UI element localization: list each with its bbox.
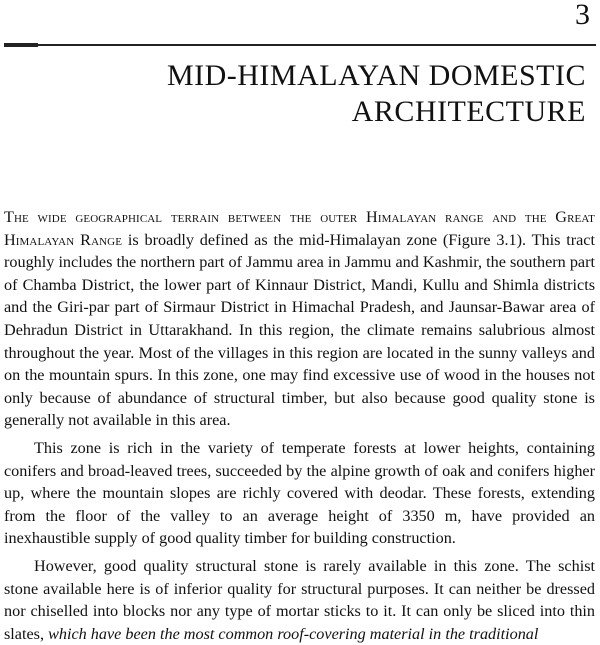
paragraph-2: This zone is rich in the variety of temperate forests at lower heights, containing conifers and broad-leaved trees, succeeded by the alpine growth of oak and conifers higher up, where the mountain slopes are richly covered with deodar. These forests, extending from the floor of the valley to an average height of 3350 m, have provided an inexhaustible supply of good quality timber for building construction. — [4, 438, 595, 548]
chapter-title — [106, 58, 586, 130]
paragraph-3-italic-text: which have been the most common roof-covering material in the traditional — [48, 624, 539, 643]
paragraph-1-lead-in: The wide geographical terrain between the outer Himalayan range and the Great Himalayan Range — [4, 208, 595, 249]
chapter-title-line-2: ARCHITECTURE — [351, 95, 586, 128]
chapter-rule — [4, 44, 596, 46]
paragraph-1-text: is broadly defined as the mid-Himalayan zone (Figure 3.1). This tract roughly includes the northern part of Jammu area in Jammu and Kashmir, the southern part of Chamba District, the lower part of Kinnaur District, Mandi, Kullu and Shimla districts and the Giri-par part of Sirmaur District in Himachal Pradesh, and Jaunsar-Bawar area of Dehradun District in Uttarakhand. In this region, the climate remains salubrious almost throughout the year. Most of the villages in this region are located in the sunny valleys and on the mountain spurs. In this zone, one may find excessive use of wood in the houses not only because of abundance of structural timber, but also because good quality stone is generally not available in this area. — [4, 230, 595, 430]
chapter-title-line-1: MID-HIMALAYAN DOMESTIC — [166, 59, 586, 92]
paragraph-1 — [4, 206, 595, 432]
paragraph-3-text: However, good quality structural stone is rarely available in this zone. The schist stone available here is of inferior quality for structural purposes. It can neither be dressed nor chiselled into blocks nor any type of mortar sticks to it. It can only be sliced into thin slates, — [4, 556, 595, 643]
paragraph-3 — [4, 555, 595, 645]
body-text — [4, 206, 595, 645]
chapter-number: 3 — [575, 0, 590, 31]
